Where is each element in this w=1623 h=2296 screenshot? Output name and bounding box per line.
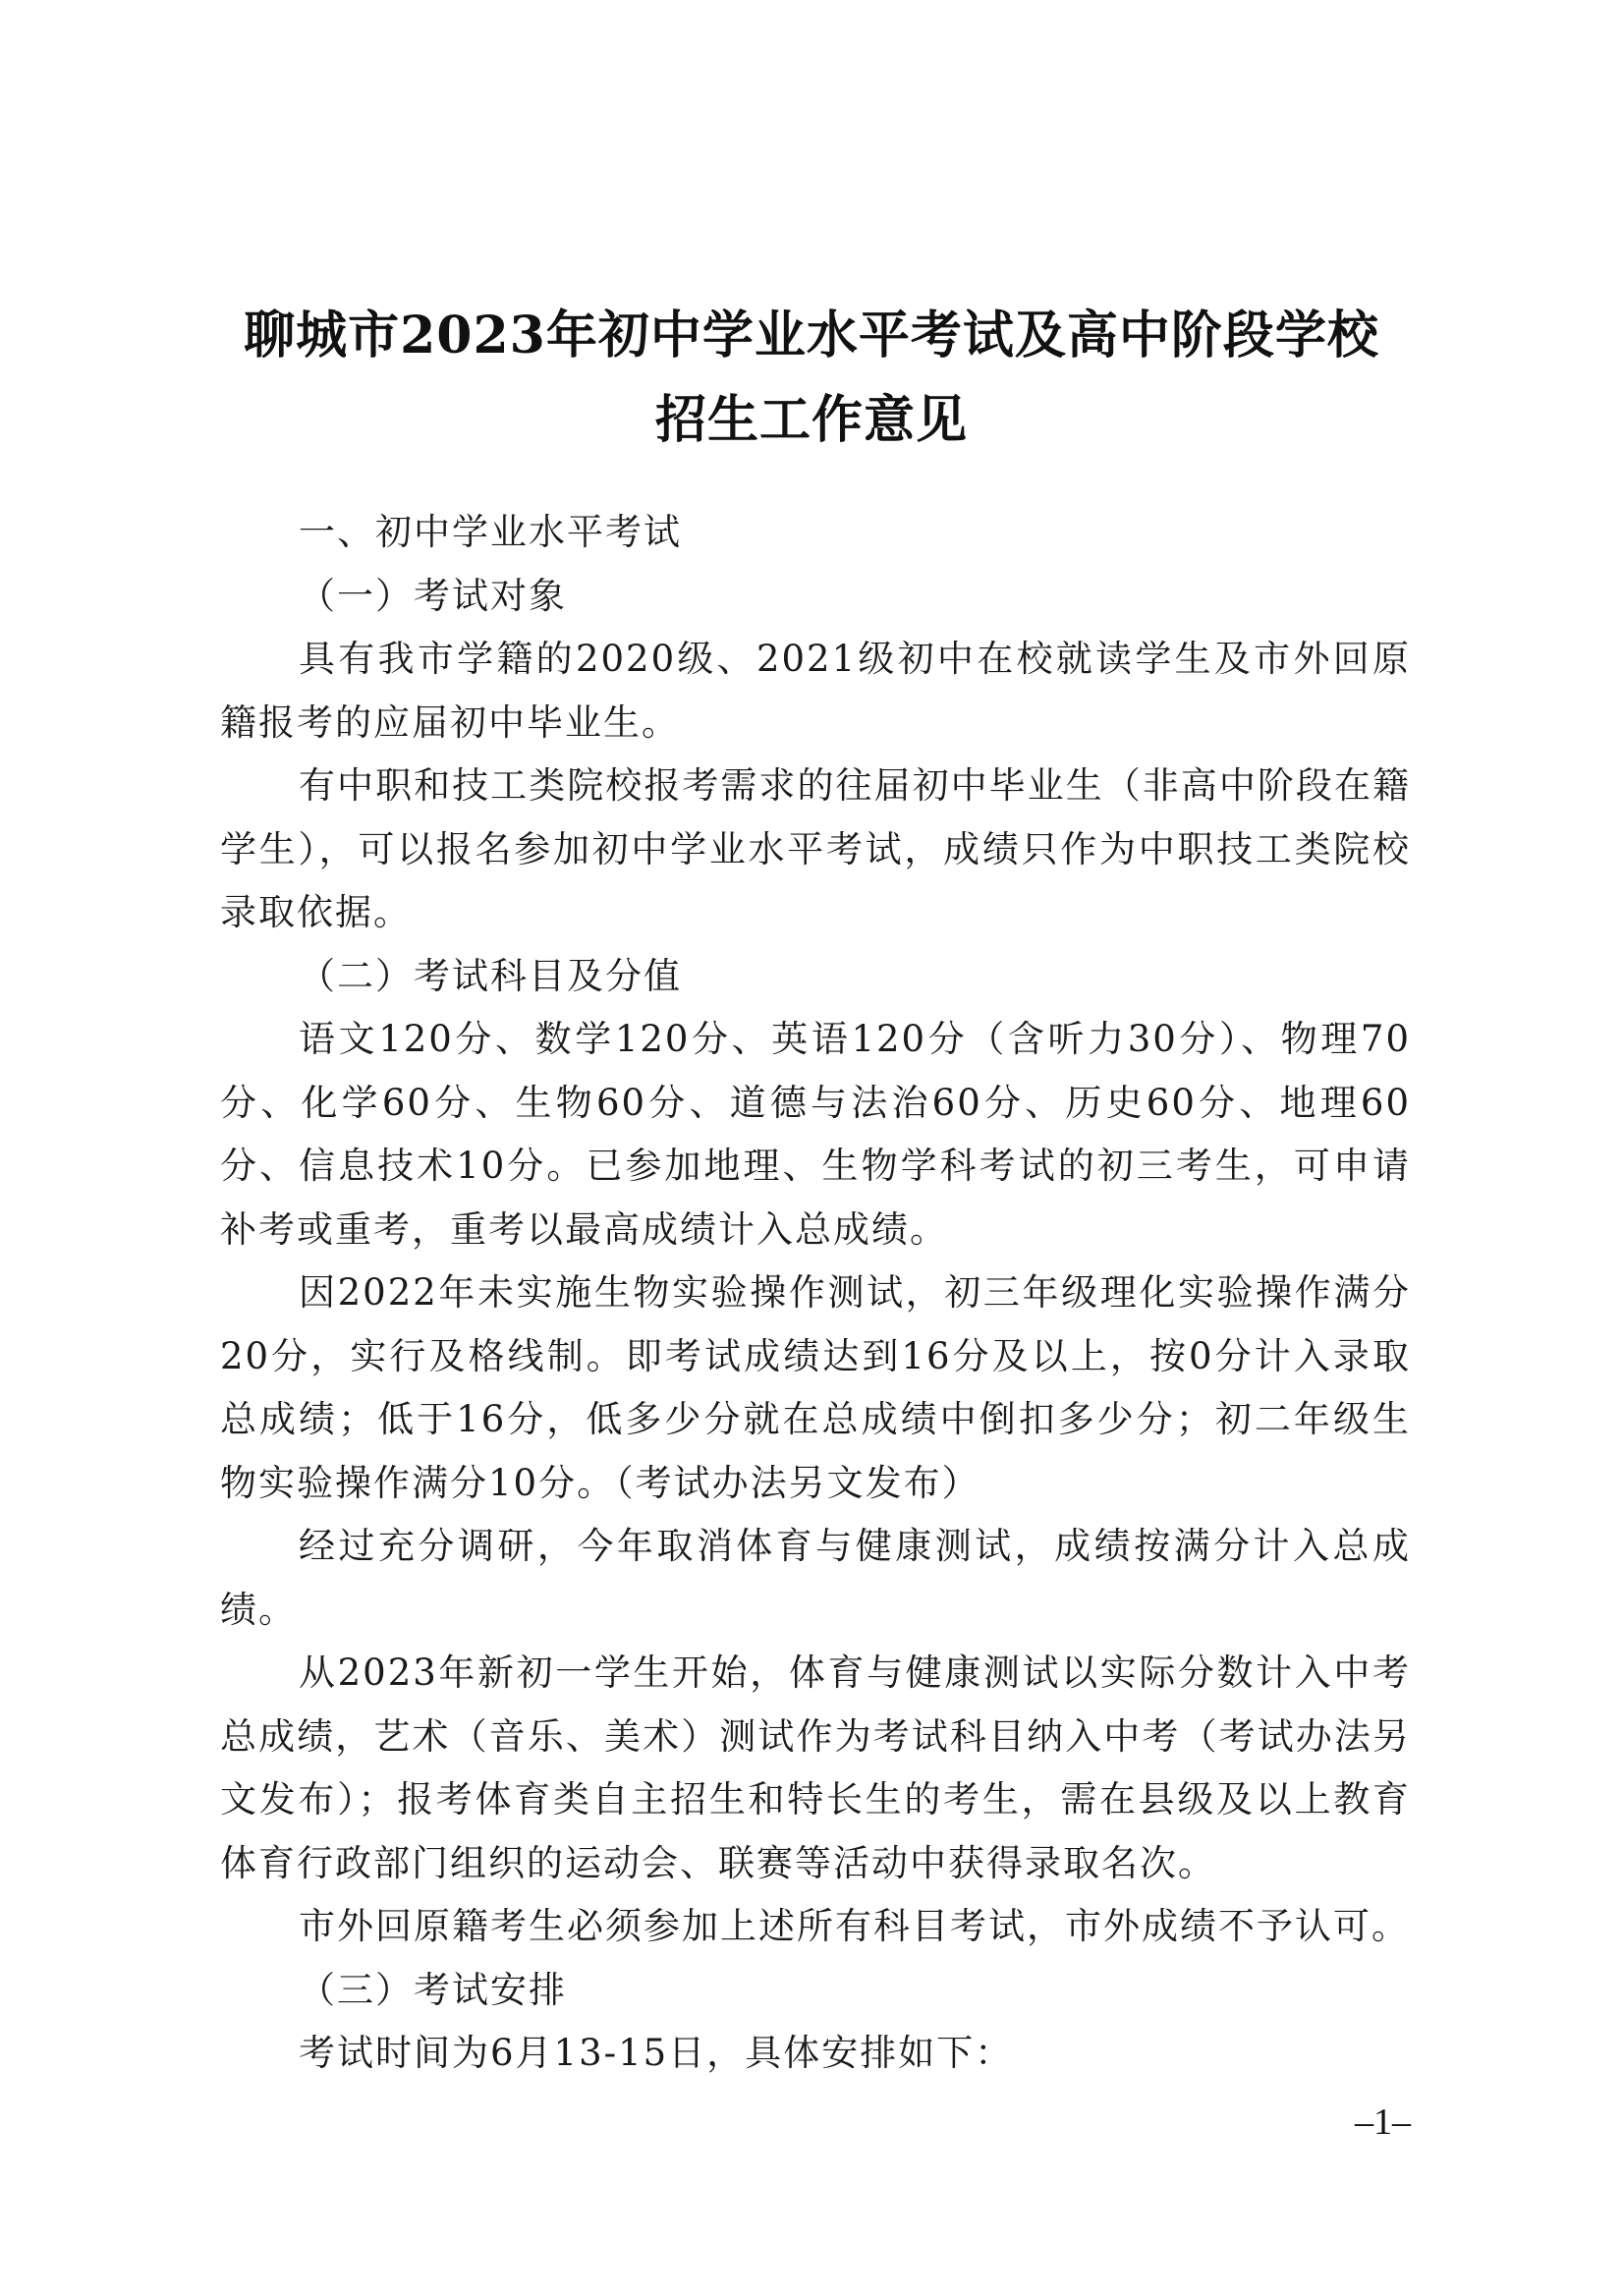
page-number: –1– <box>1355 2101 1411 2143</box>
document-body <box>220 501 1411 2086</box>
document-title-line-1: 聊城市2023年初中学业水平考试及高中阶段学校 <box>244 306 1379 365</box>
paragraph-lab-tests: 因2022年未实施生物实验操作测试，初三年级理化实验操作满分20分，实行及格线制。即考试成绩达到16分及以上，按0分计入录取总成绩；低于16分，低多少分就在总成绩中倒扣多少分；初二年级生物实验操作满分10分。（考试办法另文发布） <box>220 1271 1411 1504</box>
paragraph-pe-cancelled: 经过充分调研，今年取消体育与健康测试，成绩按满分计入总成绩。 <box>220 1525 1411 1631</box>
section-heading-exam: 一、初中学业水平考试 <box>299 511 682 553</box>
paragraph-past-graduates: 有中职和技工类院校报考需求的往届初中毕业生（非高中阶段在籍学生），可以报名参加初中学业水平考试，成绩只作为中职技工类院校录取依据。 <box>220 764 1411 933</box>
paragraph-pe-arts-future: 从2023年新初一学生开始，体育与健康测试以实际分数计入中考总成绩，艺术（音乐、美术）测试作为考试科目纳入中考（考试办法另文发布）；报考体育类自主招生和特长生的考生，需在县级及以上教育体育行政部门组织的运动会、联赛等活动中获得录取名次。 <box>220 1652 1411 1884</box>
subsection-heading-subjects-scores: （二）考试科目及分值 <box>299 954 682 997</box>
subsection-heading-exam-schedule: （三）考试安排 <box>299 1968 567 2011</box>
paragraph-exam-dates: 考试时间为6月13-15日，具体安排如下： <box>299 2032 1014 2074</box>
paragraph-subject-scores: 语文120分、数学120分、英语120分（含听力30分）、物理70分、化学60分、生物60分、道德与法治60分、历史60分、地理60分、信息技术10分。已参加地理、生物学科考试的初三考生，可申请补考或重考，重考以最高成绩计入总成绩。 <box>220 1018 1411 1251</box>
paragraph-eligible-students: 具有我市学籍的2020级、2021级初中在校就读学生及市外回原籍报考的应届初中毕业生。 <box>220 638 1411 744</box>
paragraph-out-of-city: 市外回原籍考生必须参加上述所有科目考试，市外成绩不予认可。 <box>299 1905 1410 1947</box>
document-title-line-2: 招生工作意见 <box>654 390 968 450</box>
subsection-heading-exam-targets: （一）考试对象 <box>299 574 567 617</box>
